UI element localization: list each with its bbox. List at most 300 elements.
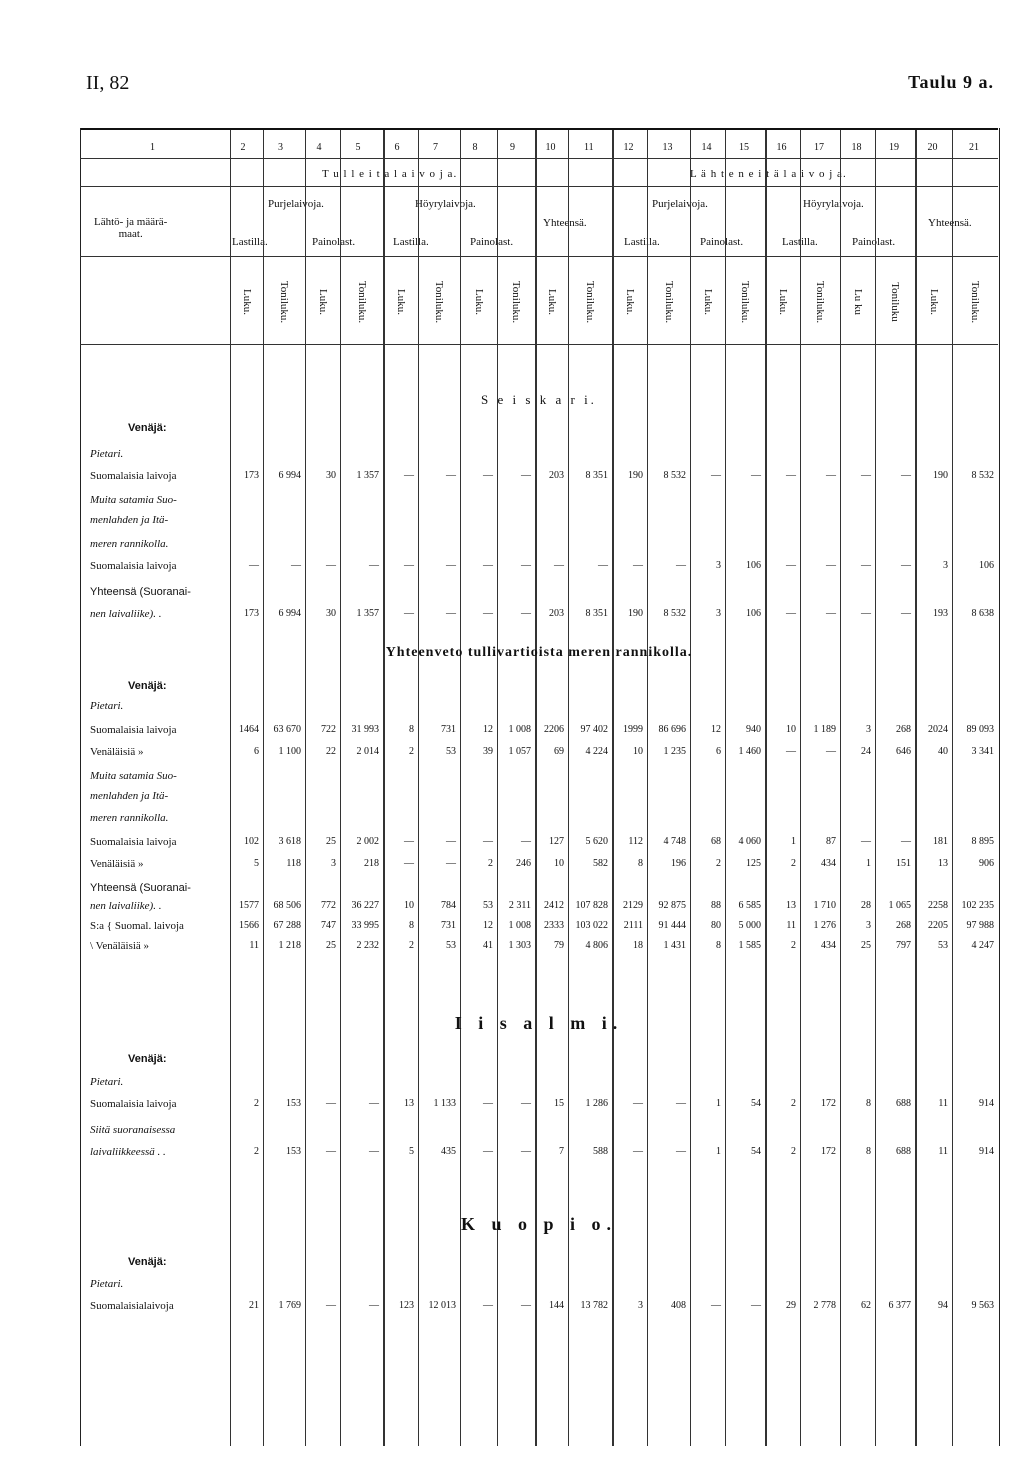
column-rule: [418, 130, 419, 1446]
table-cell: 8 532: [663, 470, 686, 481]
table-cell: 153: [286, 1098, 301, 1109]
table-cell: 4 224: [585, 746, 608, 757]
table-cell: 434: [821, 940, 836, 951]
row-label: menlahden ja Itä-: [90, 514, 169, 526]
table-cell: 8 638: [971, 608, 994, 619]
table-cell: 1: [716, 1146, 721, 1157]
table-cell: 30: [326, 608, 336, 619]
table-cell: 11: [938, 1146, 948, 1157]
table-title: Taulu 9 a.: [908, 72, 994, 92]
table-cell: 2: [791, 940, 796, 951]
table-cell: —: [676, 1146, 686, 1157]
table-cell: 97 988: [966, 920, 994, 931]
table-cell: 2205: [928, 920, 948, 931]
table-cell: —: [326, 1300, 336, 1311]
table-cell: 1 133: [433, 1098, 456, 1109]
table-cell: 36 227: [351, 900, 379, 911]
table-cell: 3: [866, 920, 871, 931]
table-cell: 10: [404, 900, 414, 911]
table-cell: 1: [716, 1098, 721, 1109]
col-number: 3: [278, 142, 283, 153]
table-cell: 203: [549, 470, 564, 481]
unit-header-label: Luku.: [545, 289, 558, 315]
table-cell: —: [711, 470, 721, 481]
unit-header: [612, 262, 647, 342]
row-label: laivaliikkeessä . .: [90, 1146, 166, 1158]
col-number: 17: [814, 142, 824, 153]
table-cell: —: [369, 560, 379, 571]
col-number: 11: [584, 142, 594, 153]
row-label: Pietari.: [90, 1278, 124, 1290]
table-cell: 2 232: [356, 940, 379, 951]
table-cell: 8: [866, 1098, 871, 1109]
table-cell: 127: [549, 836, 564, 847]
table-cell: 12: [711, 724, 721, 735]
table-cell: 7: [559, 1146, 564, 1157]
row-label: Suomalaisia laivoja: [90, 836, 177, 848]
table-cell: 8 532: [663, 608, 686, 619]
table-cell: —: [521, 1098, 531, 1109]
row-label: Venäläisiä »: [90, 858, 144, 870]
unit-header-label: Toniluku.: [814, 280, 826, 324]
table-cell: 1 431: [663, 940, 686, 951]
table-cell: 1 189: [813, 724, 836, 735]
table-cell: 193: [933, 608, 948, 619]
col-number: 2: [240, 142, 246, 153]
col-number: 21: [969, 142, 979, 153]
table-cell: —: [326, 1098, 336, 1109]
table-cell: —: [404, 470, 414, 481]
row-label: Venäjä:: [128, 1256, 167, 1268]
table-cell: —: [676, 1098, 686, 1109]
table-cell: 582: [593, 858, 608, 869]
unit-header-label: Luku.: [701, 289, 714, 315]
table-cell: 123: [399, 1300, 414, 1311]
col-number: 8: [472, 142, 478, 153]
column-rule: [460, 130, 461, 1446]
table-cell: 62: [861, 1300, 871, 1311]
table-cell: 118: [286, 858, 301, 869]
column-rule: [535, 130, 537, 1446]
unit-header-label: Luku.: [316, 289, 329, 315]
purje-out: Purjelaivoja.: [652, 198, 708, 210]
column-rule: [915, 130, 917, 1446]
table-cell: —: [901, 560, 911, 571]
col-number: 9: [510, 142, 515, 153]
unit-header: [690, 262, 725, 342]
col-number: 12: [623, 142, 634, 153]
table-cell: 28: [861, 900, 871, 911]
unit-header-label: Toniluku.: [739, 280, 751, 324]
table-cell: —: [446, 836, 456, 847]
table-cell: 41: [483, 940, 493, 951]
unit-header-label: Toniluku.: [969, 280, 981, 324]
table-cell: —: [901, 836, 911, 847]
section-title: K u o p i o.: [460, 1214, 618, 1234]
table-cell: 11: [249, 940, 259, 951]
table-cell: 33 995: [351, 920, 379, 931]
table-cell: 6 994: [278, 470, 301, 481]
table-cell: —: [633, 560, 643, 571]
col-number: 13: [662, 142, 673, 153]
table-cell: 190: [628, 470, 643, 481]
table-cell: 1999: [623, 724, 643, 735]
table-cell: 144: [549, 1300, 564, 1311]
row-label: Suomalaisialaivoja: [90, 1300, 174, 1312]
table-cell: —: [483, 836, 493, 847]
table-cell: 6 994: [278, 608, 301, 619]
table-cell: 1464: [239, 724, 259, 735]
table-cell: 906: [979, 858, 994, 869]
column-rule: [875, 130, 876, 1446]
row-label: meren rannikolla.: [90, 538, 169, 550]
table-cell: 24: [861, 746, 871, 757]
table-cell: 172: [821, 1098, 836, 1109]
subheader-painolast: Painolast.: [700, 236, 744, 248]
yhteensa-in: Yhteensä.: [543, 217, 587, 229]
col-number: 15: [739, 142, 749, 153]
table-cell: 688: [896, 1098, 911, 1109]
table-cell: —: [483, 560, 493, 571]
table-cell: —: [521, 470, 531, 481]
table-cell: 2206: [544, 724, 564, 735]
table-cell: 2258: [928, 900, 948, 911]
table-cell: 722: [321, 724, 336, 735]
table-cell: —: [521, 1300, 531, 1311]
unit-header: [305, 262, 340, 342]
column-rule: [568, 130, 569, 1446]
row-label: Suomalaisia laivoja: [90, 724, 177, 736]
table-cell: 54: [751, 1146, 761, 1157]
table-cell: 25: [326, 836, 336, 847]
unit-header-label: Toniluku.: [355, 280, 368, 324]
table-cell: 784: [441, 900, 456, 911]
table-cell: 3: [331, 858, 336, 869]
unit-header-label: Toniluku.: [433, 280, 445, 324]
table-cell: —: [786, 608, 796, 619]
unit-header: [875, 262, 915, 342]
table-cell: —: [901, 608, 911, 619]
subheader-lastilla: Lastilla.: [393, 236, 429, 248]
column-rule: [840, 130, 841, 1446]
table-cell: 2024: [928, 724, 948, 735]
table-cell: —: [483, 1146, 493, 1157]
unit-header-label: Luku.: [240, 289, 253, 315]
table-cell: 54: [751, 1098, 761, 1109]
table-cell: 125: [746, 858, 761, 869]
table-cell: —: [751, 470, 761, 481]
table-cell: —: [521, 836, 531, 847]
unit-header: [840, 262, 875, 342]
table-cell: 5 000: [738, 920, 761, 931]
row-label: Suomalaisia laivoja: [90, 470, 177, 482]
table-cell: 80: [711, 920, 721, 931]
table-cell: 13: [404, 1098, 414, 1109]
unit-header-label: Lu ku: [851, 289, 864, 315]
table-cell: 9 563: [971, 1300, 994, 1311]
row-label: Siitä suoranaisessa: [90, 1124, 176, 1136]
unit-header: [915, 262, 952, 342]
table-cell: 4 748: [663, 836, 686, 847]
table-cell: —: [676, 560, 686, 571]
table-cell: —: [786, 746, 796, 757]
table-cell: 92 875: [658, 900, 686, 911]
table-cell: —: [861, 836, 871, 847]
unit-header-label: Luku.: [927, 289, 940, 315]
table-cell: 1 769: [278, 1300, 301, 1311]
table-cell: 588: [593, 1146, 608, 1157]
col-number: 10: [545, 142, 556, 153]
table-cell: —: [711, 1300, 721, 1311]
unit-header: [765, 262, 800, 342]
col-number: 19: [889, 142, 899, 153]
table-cell: 3: [716, 560, 721, 571]
table-cell: 88: [711, 900, 721, 911]
table-cell: 1 100: [278, 746, 301, 757]
table-cell: 2: [488, 858, 493, 869]
table-cell: 10: [554, 858, 564, 869]
subheader-painolast: Painolast.: [312, 236, 356, 248]
page-number: II, 82: [86, 72, 130, 94]
table-cell: 13: [786, 900, 796, 911]
table-cell: 1 357: [356, 470, 379, 481]
table-cell: 25: [326, 940, 336, 951]
unit-header: [460, 262, 497, 342]
page-header: [86, 72, 994, 102]
table-cell: 731: [441, 724, 456, 735]
unit-header: [952, 262, 998, 342]
table-cell: 940: [746, 724, 761, 735]
table-cell: 2 014: [356, 746, 379, 757]
column-rule: [497, 130, 498, 1446]
table-cell: —: [404, 560, 414, 571]
table-cell: 8: [409, 920, 414, 931]
table-cell: —: [404, 608, 414, 619]
table-cell: —: [446, 608, 456, 619]
unit-header: [340, 262, 383, 342]
unit-header-label: Luku.: [472, 289, 485, 315]
column-rule: [230, 130, 231, 1446]
row-label: \ Venäläisiä »: [90, 940, 150, 952]
table-cell: 2: [409, 746, 414, 757]
table-cell: 2412: [544, 900, 564, 911]
table-cell: 2: [409, 940, 414, 951]
table-cell: 2 002: [356, 836, 379, 847]
column-rule: [612, 130, 614, 1446]
unit-header: [230, 262, 263, 342]
table-cell: 1: [866, 858, 871, 869]
table-cell: —: [901, 470, 911, 481]
table-cell: 91 444: [658, 920, 686, 931]
table-cell: 13 782: [580, 1300, 608, 1311]
table-cell: 8 532: [971, 470, 994, 481]
row-label: nen laivaliike). .: [90, 608, 162, 620]
table-cell: 1 235: [663, 746, 686, 757]
table-cell: 69: [554, 746, 564, 757]
table-cell: 1 585: [738, 940, 761, 951]
row-label: Venäjä:: [128, 1053, 167, 1065]
table-cell: —: [404, 858, 414, 869]
table-cell: 914: [979, 1098, 994, 1109]
table-cell: —: [521, 1146, 531, 1157]
table-cell: 797: [896, 940, 911, 951]
table-cell: 1: [791, 836, 796, 847]
table-cell: 87: [826, 836, 836, 847]
table-cell: 18: [633, 940, 643, 951]
table-cell: 646: [896, 746, 911, 757]
table-cell: —: [483, 1098, 493, 1109]
unit-header-label: Luku.: [623, 289, 636, 315]
table-cell: 39: [483, 746, 493, 757]
table-cell: —: [369, 1098, 379, 1109]
table-cell: —: [521, 560, 531, 571]
table-cell: 1 276: [813, 920, 836, 931]
table-cell: —: [483, 470, 493, 481]
column-rule: [340, 130, 341, 1446]
table-cell: 102 235: [961, 900, 994, 911]
table-cell: 8: [409, 724, 414, 735]
table-cell: 747: [321, 920, 336, 931]
table-cell: 772: [321, 900, 336, 911]
hoyry-in: Höyrylaivoja.: [415, 198, 476, 210]
table-cell: 246: [516, 858, 531, 869]
unit-header-label: Luku.: [394, 289, 407, 315]
table-cell: 8 351: [585, 470, 608, 481]
table-cell: 5: [409, 1146, 414, 1157]
table-cell: 53: [446, 746, 456, 757]
table-cell: 106: [746, 608, 761, 619]
group-label-in: T u l l e i t a l a i v o j a.: [322, 168, 458, 180]
table-cell: 29: [786, 1300, 796, 1311]
header-rule: [80, 158, 998, 159]
header-rule: [80, 256, 998, 257]
table-cell: 2: [791, 1146, 796, 1157]
row-label: Pietari.: [90, 1076, 124, 1088]
header-rule: [80, 186, 998, 187]
table-cell: 8 895: [971, 836, 994, 847]
table-cell: 1 008: [508, 920, 531, 931]
table-cell: 25: [861, 940, 871, 951]
column-rule: [765, 130, 767, 1446]
table-cell: 2129: [623, 900, 643, 911]
section-title: I i s a l m i.: [454, 1013, 624, 1033]
table-cell: —: [326, 560, 336, 571]
table-cell: 8: [638, 858, 643, 869]
table-cell: 97 402: [580, 724, 608, 735]
table-cell: —: [633, 1146, 643, 1157]
row-label: menlahden ja Itä-: [90, 790, 169, 802]
table-cell: 2: [791, 1098, 796, 1109]
table-cell: 8: [716, 940, 721, 951]
section-title: Yhteenveto tullivartioista meren rannikolla.: [385, 645, 693, 660]
table-cell: 63 670: [273, 724, 301, 735]
table-cell: 6 377: [888, 1300, 911, 1311]
table-cell: 190: [628, 608, 643, 619]
table-cell: 731: [441, 920, 456, 931]
stub-header: Lähtö- ja määrä- maat.: [94, 216, 168, 240]
subheader-painolast: Painolast.: [470, 236, 514, 248]
row-label: Muita satamia Suo-: [90, 770, 177, 782]
col-number: 5: [355, 142, 361, 153]
table-cell: 3 618: [278, 836, 301, 847]
table-cell: 4 806: [585, 940, 608, 951]
unit-header: [383, 262, 418, 342]
unit-header: [535, 262, 568, 342]
table-cell: 1577: [239, 900, 259, 911]
table-cell: 6: [716, 746, 721, 757]
table-cell: 218: [364, 858, 379, 869]
unit-header-label: Toniluku.: [662, 280, 675, 324]
unit-header-label: Toniluku.: [510, 280, 522, 324]
table-cell: 103 022: [575, 920, 608, 931]
table-cell: 3: [638, 1300, 643, 1311]
table-cell: 1 065: [888, 900, 911, 911]
table-cell: —: [404, 836, 414, 847]
table-cell: 196: [671, 858, 686, 869]
row-label: Venäjä:: [128, 680, 167, 692]
unit-header: [263, 262, 305, 342]
table-cell: —: [326, 1146, 336, 1157]
column-rule: [383, 130, 385, 1446]
table-cell: 408: [671, 1300, 686, 1311]
table-cell: 53: [938, 940, 948, 951]
unit-header: [497, 262, 535, 342]
table-cell: 5 620: [585, 836, 608, 847]
table-cell: 1 286: [585, 1098, 608, 1109]
row-label: Suomalaisia laivoja: [90, 560, 177, 572]
table-cell: —: [483, 608, 493, 619]
table-cell: 173: [244, 608, 259, 619]
table-cell: 8 351: [585, 608, 608, 619]
unit-header: [725, 262, 765, 342]
col-number: 4: [316, 142, 322, 153]
table-cell: 13: [938, 858, 948, 869]
column-rule: [952, 130, 953, 1446]
table-cell: —: [446, 470, 456, 481]
table-cell: —: [521, 608, 531, 619]
col-number: 20: [927, 142, 938, 153]
col-number: 18: [851, 142, 862, 153]
table-cell: 53: [483, 900, 493, 911]
col-number: 7: [433, 142, 438, 153]
table-cell: 4 247: [971, 940, 994, 951]
table-cell: 3: [866, 724, 871, 735]
table-cell: —: [826, 608, 836, 619]
table-cell: 11: [938, 1098, 948, 1109]
col-number: 16: [776, 142, 787, 153]
table-cell: 106: [746, 560, 761, 571]
subheader-painolast: Painolast.: [852, 236, 896, 248]
table-cell: 1566: [239, 920, 259, 931]
col-number: 6: [394, 142, 400, 153]
table-cell: —: [554, 560, 564, 571]
hoyry-out: Höyrylaivoja.: [803, 198, 864, 210]
table-cell: 1 460: [738, 746, 761, 757]
purje-in: Purjelaivoja.: [268, 198, 324, 210]
table-cell: 1 218: [278, 940, 301, 951]
table-cell: —: [786, 470, 796, 481]
row-label: Muita satamia Suo-: [90, 494, 177, 506]
yhteensa-out: Yhteensä.: [928, 217, 972, 229]
table-cell: 1 357: [356, 608, 379, 619]
table-cell: 22: [326, 746, 336, 757]
unit-header-label: Toniluku.: [584, 280, 596, 324]
table-cell: —: [751, 1300, 761, 1311]
column-rule: [305, 130, 306, 1446]
table-cell: —: [369, 1300, 379, 1311]
table-cell: 2: [254, 1098, 259, 1109]
table-cell: 153: [286, 1146, 301, 1157]
